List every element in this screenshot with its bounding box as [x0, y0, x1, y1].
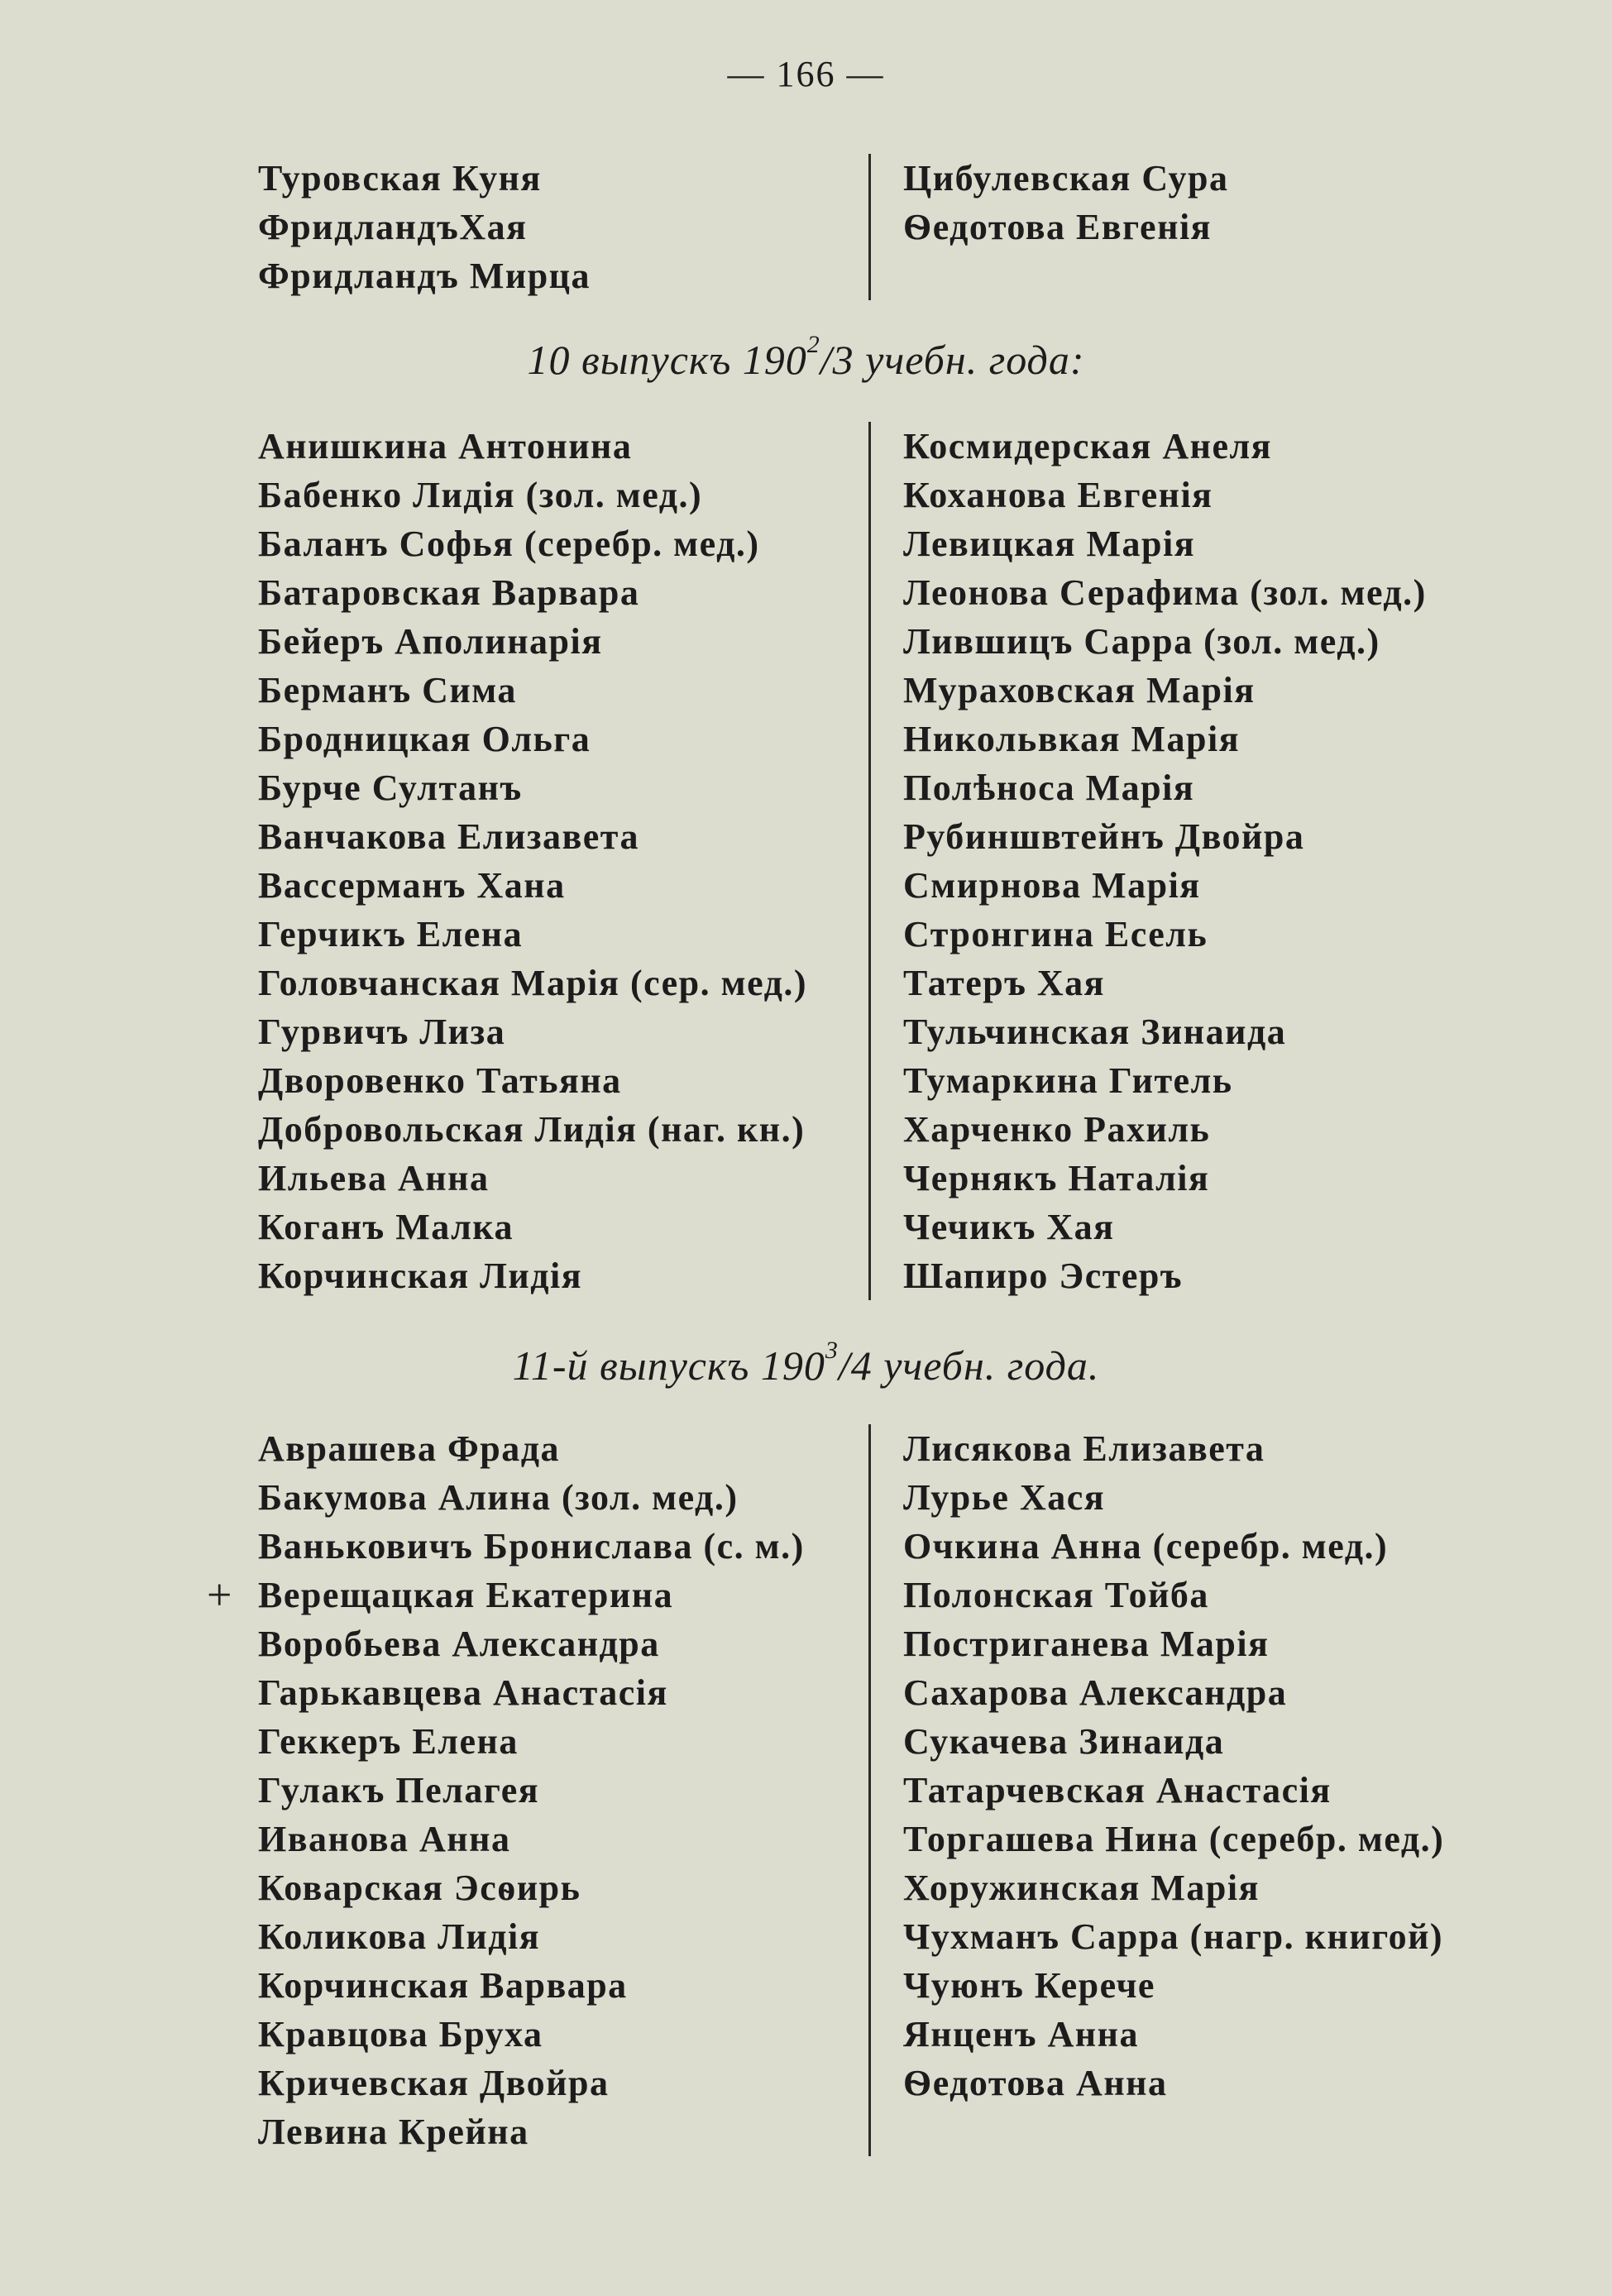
heading-superscript: 2 — [806, 331, 820, 358]
student-name: Коварская Эсѳирь — [258, 1868, 581, 1908]
student-name: Туровская Куня — [258, 158, 542, 199]
column-divider-rule — [868, 422, 871, 1300]
student-name: Баланъ Софья (серебр. мед.) — [258, 524, 760, 564]
student-name: Леонова Серафима (зол. мед.) — [903, 572, 1427, 613]
student-name: Шапиро Эстеръ — [903, 1256, 1184, 1296]
student-name: ФридландъХая — [258, 207, 528, 247]
student-name: Чухманъ Сарра (нагр. книгой) — [903, 1916, 1444, 1957]
student-name: Левицкая Марія — [903, 524, 1195, 564]
section-heading-11 — [0, 1337, 1612, 1390]
student-name: Космидерская Анеля — [903, 426, 1272, 466]
student-name: Рубиншвтейнъ Двойра — [903, 816, 1305, 857]
student-name: Берманъ Сима — [258, 670, 517, 710]
student-name: Мураховская Марія — [903, 670, 1256, 710]
student-name: Гарькавцева Анастасія — [258, 1672, 668, 1713]
page-number: — 166 — — [727, 54, 885, 94]
student-name: Бурче Султанъ — [258, 768, 523, 808]
student-name: Корчинская Варвара — [258, 1965, 628, 2006]
student-name: Батаровская Варвара — [258, 572, 640, 613]
student-name: Геккеръ Елена — [258, 1721, 519, 1762]
student-name: Воробьева Александра — [258, 1624, 660, 1664]
student-name: Бабенко Лидія (зол. мед.) — [258, 475, 703, 515]
student-name: Хоружинская Марія — [903, 1868, 1260, 1908]
student-name: Никольвкая Марія — [903, 719, 1241, 759]
student-name: Коханова Евгенія — [903, 475, 1213, 515]
heading-text: 11-й выпускъ 190 — [512, 1342, 825, 1389]
student-name: Чуюнъ Керече — [903, 1965, 1155, 2006]
student-name: Полѣноса Марія — [903, 768, 1195, 808]
student-name: Герчикъ Елена — [258, 914, 524, 954]
student-name: Смирнова Марія — [903, 865, 1201, 906]
section-heading-10 — [0, 331, 1612, 384]
student-name: Харченко Рахиль — [903, 1109, 1211, 1150]
student-name: Гурвичъ Лиза — [258, 1012, 506, 1052]
student-name: Гулакъ Пелагея — [258, 1770, 540, 1810]
student-name: Очкина Анна (серебр. мед.) — [903, 1526, 1389, 1567]
student-name: Верещацкая Екатерина — [258, 1575, 674, 1615]
student-name: Цибулевская Сура — [903, 158, 1229, 199]
student-name: Лившицъ Сарра (зол. мед.) — [903, 621, 1380, 662]
column-divider-rule — [868, 154, 871, 300]
student-name: Иванова Анна — [258, 1819, 511, 1859]
student-name: Коликова Лидія — [258, 1916, 541, 1957]
student-name: Кричевская Двойра — [258, 2063, 610, 2103]
student-name: Ѳедотова Анна — [903, 2063, 1168, 2103]
student-name: Янценъ Анна — [903, 2014, 1139, 2054]
student-name: Чечикъ Хая — [903, 1207, 1115, 1247]
student-name: Лурье Хася — [903, 1477, 1106, 1518]
student-name: Бейеръ Аполинарія — [258, 621, 603, 662]
student-name: Анишкина Антонина — [258, 426, 633, 466]
heading-text: 10 выпускъ 190 — [527, 337, 807, 383]
student-name: Коганъ Малка — [258, 1207, 514, 1247]
student-name: Кравцова Бруха — [258, 2014, 543, 2054]
heading-superscript: 3 — [825, 1337, 839, 1364]
column-divider-rule — [868, 1424, 871, 2156]
student-name: Ильева Анна — [258, 1158, 490, 1198]
student-name: Сукачева Зинаида — [903, 1721, 1225, 1762]
student-name: Вассерманъ Хана — [258, 865, 566, 906]
cross-mark: + — [207, 1570, 232, 1619]
heading-text: /3 учебн. года: — [820, 337, 1085, 383]
student-name: Ваньковичъ Бронислава (с. м.) — [258, 1526, 805, 1567]
student-name: Аврашева Фрада — [258, 1428, 560, 1469]
student-name: Сахарова Александра — [903, 1672, 1288, 1713]
student-name: Постриганева Марія — [903, 1624, 1270, 1664]
student-name: Фридландъ Мирца — [258, 256, 591, 296]
student-name: Лисякова Елизавета — [903, 1428, 1265, 1469]
student-name: Головчанская Марія (сер. мед.) — [258, 963, 807, 1003]
student-name: Татарчевская Анастасія — [903, 1770, 1332, 1810]
student-name: Корчинская Лидія — [258, 1256, 583, 1296]
student-name: Бродницкая Ольга — [258, 719, 591, 759]
student-name: Татеръ Хая — [903, 963, 1105, 1003]
student-name: Левина Крейна — [258, 2112, 529, 2152]
student-name: Торгашева Нина (серебр. мед.) — [903, 1819, 1445, 1859]
student-name: Ванчакова Елизавета — [258, 816, 639, 857]
student-name: Чернякъ Наталія — [903, 1158, 1210, 1198]
student-name: Тульчинская Зинаида — [903, 1012, 1287, 1052]
student-name: Дворовенко Татьяна — [258, 1060, 622, 1101]
student-name: Ѳедотова Евгенія — [903, 207, 1212, 247]
student-name: Стронгина Есель — [903, 914, 1208, 954]
student-name: Бакумова Алина (зол. мед.) — [258, 1477, 739, 1518]
student-name: Добровольская Лидія (наг. кн.) — [258, 1109, 806, 1150]
student-name: Полонская Тойба — [903, 1575, 1209, 1615]
heading-text: /4 учебн. года. — [838, 1342, 1100, 1389]
student-name: Тумаркина Гитель — [903, 1060, 1233, 1101]
